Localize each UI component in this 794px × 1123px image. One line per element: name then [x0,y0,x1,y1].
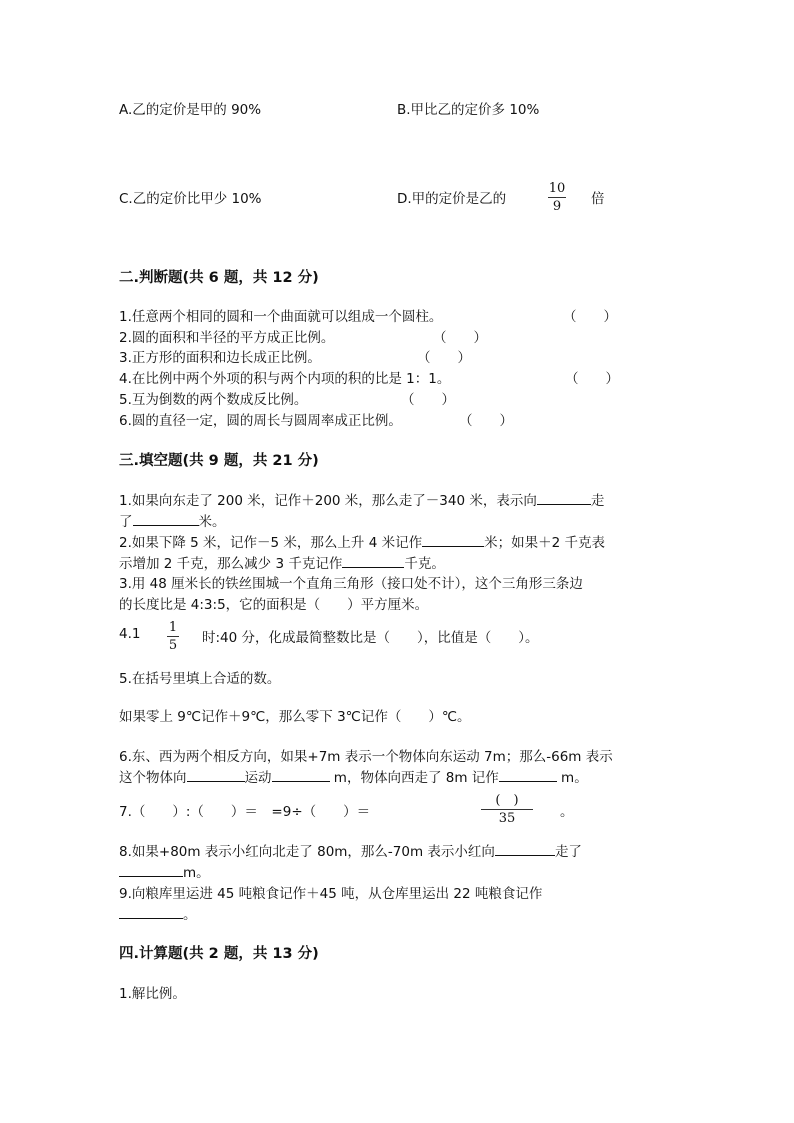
judge-answer-1[interactable]: （ ） [563,309,617,325]
fill-q1-blank-2[interactable] [133,512,199,527]
fill-q6-text-b: 这个物体向 [119,770,187,786]
fill-q5-line2: 如果零上 9℃记作＋9℃，那么零下 3℃记作（ ）℃。 [119,709,471,725]
fill-q6-blank-1[interactable] [187,768,245,783]
fill-q6-line2 [119,766,588,786]
fill-q2-text-a: 2.如果下降 5 米，记作－5 米，那么上升 4 米记作 [119,535,423,551]
judge-item-6: 6.圆的直径一定，圆的周长与圆周率成正比例。 [119,413,402,429]
fill-q7-text-a: 7.（ ）:（ ）＝ =9÷（ ）＝ [119,804,371,820]
fill-q2-blank-2[interactable] [342,554,404,569]
fraction-numerator: 1 [168,620,178,635]
fraction-numerator: 10 [548,181,566,196]
option-d-fraction [548,181,566,214]
fill-q1-text-c: 了 [119,514,133,530]
fill-q9-text-b: 。 [183,907,197,923]
fill-q2-line1 [119,531,605,551]
fill-q1-line1 [119,489,604,509]
judge-answer-3[interactable]: （ ） [417,350,471,366]
fill-q6-text-d: m，物体向西走了 8m 记作 [329,770,499,786]
fill-q1-blank-1[interactable] [537,491,591,506]
fill-q3-line1: 3.用 48 厘米长的铁丝围城一个直角三角形（接口处不计），这个三角形三条边 [119,576,583,592]
judge-answer-2[interactable]: （ ） [433,330,487,346]
fill-q6-line1: 6.东、西为两个相反方向，如果+7m 表示一个物体向东运动 7m；那么-66m 表示 [119,749,613,765]
fill-q6-blank-2[interactable] [272,768,330,783]
option-c: C.乙的定价比甲少 10% [119,191,262,207]
judge-answer-5[interactable]: （ ） [401,392,455,408]
fill-q3-line2: 的长度比是 4:3:5，它的面积是（ ）平方厘米。 [119,597,429,613]
judge-item-4: 4.在比例中两个外项的积与两个内项的积的比是 1：1。 [119,371,451,387]
fraction-denominator: 9 [552,199,562,214]
fill-q8-line1 [119,840,582,860]
fill-q5-line1: 5.在括号里填上合适的数。 [119,671,281,687]
fraction-bar [548,197,566,198]
fill-q7-text-b: 。 [560,804,574,820]
judge-item-5: 5.互为倒数的两个数成反比例。 [119,392,308,408]
fill-q9-line1: 9.向粮库里运进 45 吨粮食记作＋45 吨，从仓库里运出 22 吨粮食记作 [119,886,543,902]
fraction-denominator: 35 [498,811,516,826]
fill-q8-text-c: m。 [183,865,210,881]
option-a: A.乙的定价是甲的 90% [119,102,262,118]
fill-q6-text-e: m。 [556,770,588,786]
judge-item-3: 3.正方形的面积和边长成正比例。 [119,350,321,366]
fraction-bar [167,636,179,637]
option-b: B.甲比乙的定价多 10% [397,102,540,118]
section-title-judge: 二.判断题(共 6 题，共 12 分) [119,270,319,286]
fill-q1-text-a: 1.如果向东走了 200 米，记作＋200 米，那么走了－340 米，表示向 [119,493,537,509]
fill-q6-blank-3[interactable] [499,768,557,783]
fill-q4-text-a: 4.1 [119,626,141,642]
fill-q8-blank-2[interactable] [119,863,183,878]
fill-q1-text-d: 米。 [198,514,226,530]
fraction-denominator: 5 [168,638,178,653]
judge-answer-4[interactable]: （ ） [565,371,619,387]
judge-item-2: 2.圆的面积和半径的平方成正比例。 [119,330,335,346]
fill-q8-text-b: 走了 [554,844,582,860]
fill-q7-fraction [481,793,533,826]
judge-answer-6[interactable]: （ ） [459,413,513,429]
fill-q2-text-c: 示增加 2 千克，那么减少 3 千克记作 [119,556,343,572]
judge-item-1: 1.任意两个相同的圆和一个曲面就可以组成一个圆柱。 [119,309,443,325]
fill-q2-blank-1[interactable] [422,533,484,548]
section-title-calc: 四.计算题(共 2 题，共 13 分) [119,946,319,962]
fill-q6-text-c: 运动 [244,770,272,786]
fill-q2-text-d: 千克。 [404,556,445,572]
fill-q2-text-b: 米；如果＋2 千克表 [484,535,605,551]
fraction-bar [481,809,533,810]
fill-q9-blank-1[interactable] [119,905,183,920]
fraction-numerator[interactable]: ( ) [495,793,519,808]
fill-q1-text-b: 走 [590,493,605,509]
calc-q1: 1.解比例。 [119,986,186,1002]
fill-q8-line2 [119,861,210,881]
fill-q2-line2 [119,552,445,572]
option-d-suffix: 倍 [591,191,605,207]
fill-q4-text-b: 时:40 分，化成最简整数比是（ ），比值是（ ）。 [202,630,539,646]
option-d-text: D.甲的定价是乙的 [397,191,507,207]
fill-q9-line2 [119,903,197,923]
fill-q4-fraction [167,620,179,653]
fill-q1-line2 [119,510,226,530]
section-title-fill: 三.填空题(共 9 题，共 21 分) [119,453,319,469]
fill-q8-text-a: 8.如果+80m 表示小红向北走了 80m，那么-70m 表示小红向 [119,844,495,860]
fill-q8-blank-1[interactable] [495,842,555,857]
